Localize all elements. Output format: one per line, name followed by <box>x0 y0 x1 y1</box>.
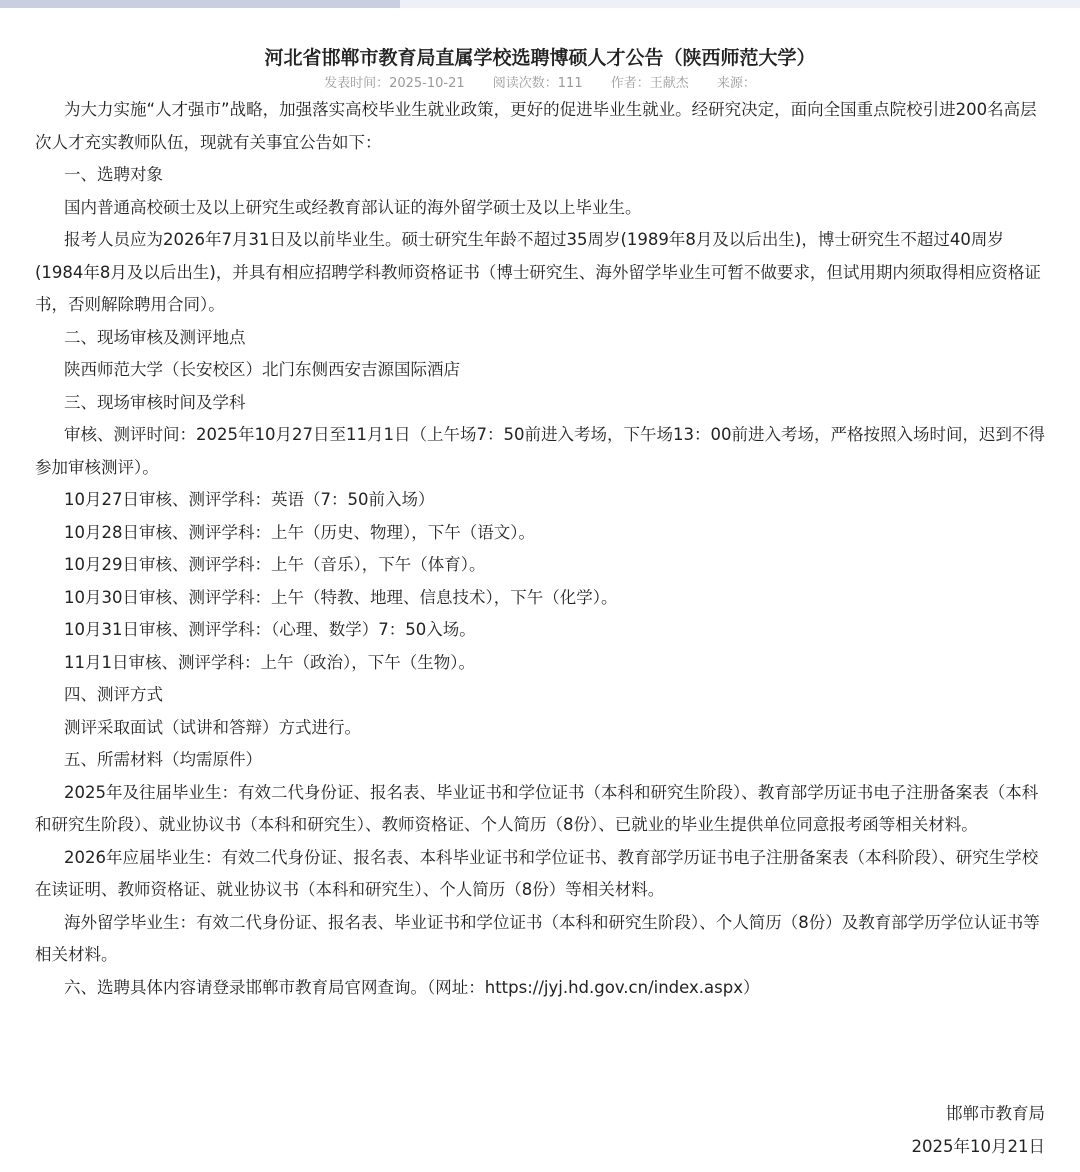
schedule-item: 10月29日审核、测评学科：上午（音乐），下午（体育）。 <box>64 555 486 574</box>
paragraph: 报考人员应为2026年7月31日及以前毕业生。硕士研究生年龄不超过35周岁(1989年8月及以后出生)，博士研究生不超过40周岁(1984年8月及以后出生)，并具有相应招聘学科教师资格证书（博士研究生、海外留学毕业生可暂不做要求，但试用期内须取得相应资格证书，否则解除聘用合同）。 <box>35 230 1041 314</box>
publish-time: 发表时间：2025-10-21 <box>324 76 465 91</box>
signature-date: 2025年10月21日 <box>911 1137 1045 1156</box>
section-heading: 一、选聘对象 <box>64 165 163 184</box>
schedule-item: 10月28日审核、测评学科：上午（历史、物理），下午（语文）。 <box>64 522 535 542</box>
signature-org: 邯郸市教育局 <box>946 1104 1045 1123</box>
schedule-item: 10月27日审核、测评学科：英语（7：50前入场） <box>64 490 435 509</box>
article-meta <box>0 75 1080 93</box>
paragraph: 测评采取面试（试讲和答辩）方式进行。 <box>64 717 361 737</box>
section-heading: 四、测评方式 <box>64 685 163 704</box>
paragraph: 海外留学毕业生：有效二代身份证、报名表、毕业证书和学位证书（本科和研究生阶段）、个人简历（8份）及教育部学历学位认证书等相关材料。 <box>35 912 1040 964</box>
section-heading: 五、所需材料（均需原件） <box>64 750 262 769</box>
article-body <box>35 94 1045 1004</box>
schedule-item: 10月31日审核、测评学科：（心理、数学）7：50入场。 <box>64 620 476 639</box>
top-breadcrumb-strip <box>0 0 1080 8</box>
section-heading: 三、现场审核时间及学科 <box>64 392 246 412</box>
top-breadcrumb-strip-fill <box>0 0 400 8</box>
website-paragraph: 六、选聘具体内容请登录邯郸市教育局官网查询。（网址：https://jyj.hd.gov.cn/index.aspx） <box>64 977 760 997</box>
paragraph: 审核、测评时间：2025年10月27日至11月1日（上午场7：50前进入考场，下午场13：00前进入考场，严格按照入场时间，迟到不得参加审核测评）。 <box>35 425 1045 477</box>
section-heading: 二、现场审核及测评地点 <box>64 327 246 347</box>
paragraph: 2026年应届毕业生：有效二代身份证、报名表、本科毕业证书和学位证书、教育部学历证书电子注册备案表（本科阶段）、研究生学校在读证明、教师资格证、就业协议书（本科和研究生）、个人简历（8份）等相关材料。 <box>35 847 1039 899</box>
paragraph: 国内普通高校硕士及以上研究生或经教育部认证的海外留学硕士及以上毕业生。 <box>64 197 642 217</box>
intro-paragraph: 为大力实施“人才强市”战略，加强落实高校毕业生就业政策，更好的促进毕业生就业。经研究决定，面向全国重点院校引进200名高层次人才充实教师队伍，现就有关事宜公告如下： <box>35 100 1037 152</box>
schedule-item: 11月1日审核、测评学科：上午（政治），下午（生物）。 <box>64 652 475 672</box>
view-count: 阅读次数：111 <box>492 76 583 91</box>
paragraph: 2025年及往届毕业生：有效二代身份证、报名表、毕业证书和学位证书（本科和研究生阶段）、教育部学历证书电子注册备案表（本科和研究生阶段）、就业协议书（本科和研究生）、教师资格证、个人简历（8份）、已就业的毕业生提供单位同意报考函等相关材料。 <box>35 782 1039 834</box>
schedule-item: 10月30日审核、测评学科：上午（特教、地理、信息技术），下午（化学）。 <box>64 587 618 607</box>
source: 来源： <box>716 76 756 91</box>
paragraph: 陕西师范大学（长安校区）北门东侧西安吉源国际酒店 <box>64 360 460 379</box>
article-title: 河北省邯郸市教育局直属学校选聘博硕人才公告（陕西师范大学） <box>264 47 816 69</box>
author: 作者：王献杰 <box>610 76 689 91</box>
